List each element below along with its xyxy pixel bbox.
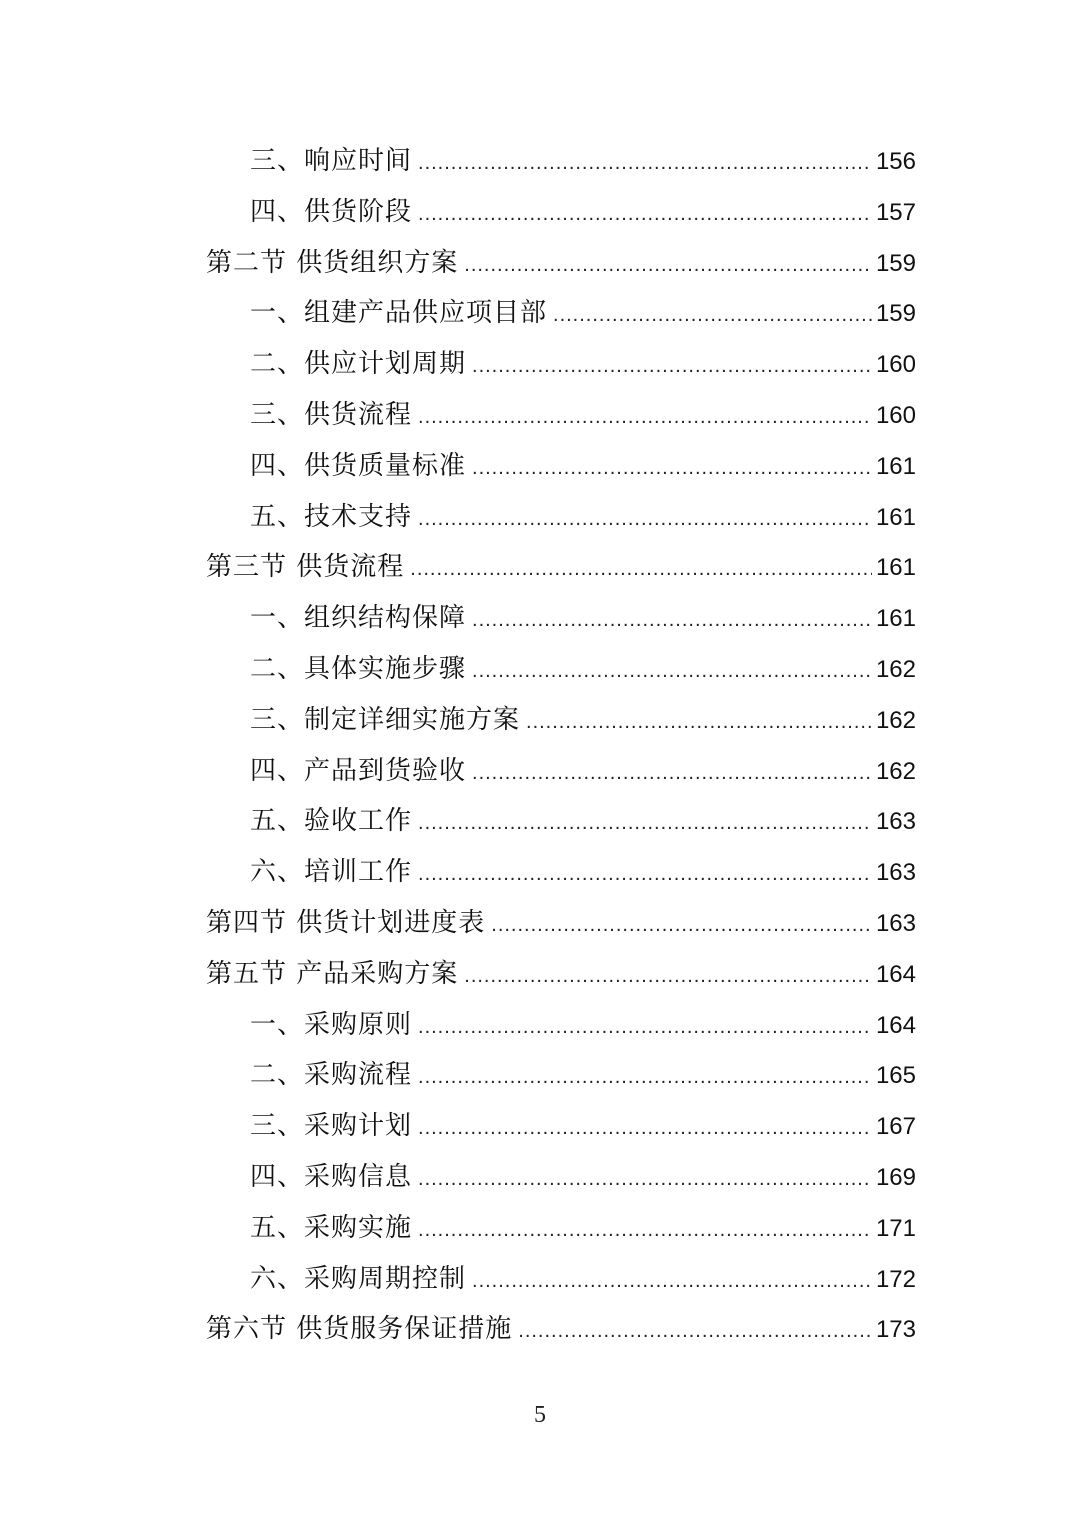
toc-subsection-entry[interactable] bbox=[206, 1101, 916, 1152]
toc-subsection-entry[interactable] bbox=[206, 390, 916, 441]
toc-dot-leader bbox=[553, 290, 872, 341]
toc-subsection-entry[interactable] bbox=[206, 847, 916, 898]
toc-entry-title: 四、采购信息 bbox=[250, 1161, 413, 1192]
toc-entry-page-number: 167 bbox=[875, 1113, 916, 1141]
toc-entry-page-number: 161 bbox=[875, 554, 916, 582]
toc-entry-title: 第二节 供货组织方案 bbox=[206, 247, 459, 278]
toc-subsection-entry[interactable] bbox=[206, 593, 916, 644]
toc-entry-title: 第三节 供货流程 bbox=[206, 552, 405, 583]
toc-subsection-entry[interactable] bbox=[206, 1000, 916, 1051]
toc-entry-page-number: 172 bbox=[875, 1265, 916, 1293]
toc-subsection-entry[interactable] bbox=[206, 441, 916, 492]
toc-subsection-entry[interactable] bbox=[206, 1203, 916, 1254]
toc-entry-title: 二、采购流程 bbox=[250, 1060, 413, 1091]
toc-dot-leader bbox=[526, 697, 872, 748]
toc-dot-leader bbox=[418, 494, 872, 545]
toc-dot-leader bbox=[518, 1306, 872, 1357]
toc-subsection-entry[interactable] bbox=[206, 796, 916, 847]
toc-dot-leader bbox=[472, 443, 872, 494]
toc-subsection-entry[interactable] bbox=[206, 288, 916, 339]
toc-dot-leader bbox=[418, 798, 872, 849]
toc-entry-title: 五、技术支持 bbox=[250, 501, 413, 532]
toc-dot-leader bbox=[418, 1154, 872, 1205]
toc-dot-leader bbox=[418, 1002, 872, 1053]
toc-entry-page-number: 169 bbox=[875, 1163, 916, 1191]
toc-entry-title: 第六节 供货服务保证措施 bbox=[206, 1314, 513, 1345]
toc-section-entry[interactable] bbox=[206, 1304, 916, 1355]
toc-entry-page-number: 163 bbox=[875, 859, 916, 887]
toc-entry-page-number: 156 bbox=[875, 148, 916, 175]
toc-entry-title: 五、验收工作 bbox=[250, 806, 413, 837]
toc-entry-title: 三、响应时间 bbox=[250, 146, 413, 176]
toc-dot-leader bbox=[464, 951, 872, 1002]
toc-dot-leader bbox=[418, 1052, 872, 1103]
toc-entry-title: 一、组建产品供应项目部 bbox=[250, 298, 548, 329]
toc-subsection-entry[interactable] bbox=[206, 1152, 916, 1203]
toc-entry-page-number: 173 bbox=[875, 1316, 916, 1344]
toc-section-entry[interactable] bbox=[206, 238, 916, 289]
toc-dot-leader bbox=[472, 646, 872, 697]
toc-subsection-entry[interactable] bbox=[206, 339, 916, 390]
toc-subsection-entry[interactable] bbox=[206, 1050, 916, 1101]
toc-entry-page-number: 160 bbox=[875, 351, 916, 379]
toc-entry-page-number: 159 bbox=[875, 300, 916, 328]
toc-entry-title: 四、产品到货验收 bbox=[250, 755, 467, 786]
toc-subsection-entry[interactable] bbox=[206, 695, 916, 746]
toc-entry-page-number: 164 bbox=[875, 1011, 916, 1039]
toc-entry-page-number: 162 bbox=[875, 655, 916, 683]
toc-entry-title: 四、供货质量标准 bbox=[250, 450, 467, 481]
toc-dot-leader bbox=[418, 392, 872, 443]
toc-dot-leader bbox=[418, 189, 872, 240]
toc-entry-title: 二、具体实施步骤 bbox=[250, 653, 467, 684]
toc-entry-page-number: 165 bbox=[875, 1062, 916, 1090]
toc-subsection-entry[interactable] bbox=[206, 136, 916, 187]
toc-dot-leader bbox=[410, 544, 872, 595]
toc-entry-page-number: 157 bbox=[875, 198, 916, 226]
toc-entry-page-number: 164 bbox=[875, 960, 916, 988]
toc-entry-title: 第四节 供货计划进度表 bbox=[206, 907, 486, 938]
toc-dot-leader bbox=[418, 1103, 872, 1154]
table-of-contents bbox=[206, 136, 916, 1355]
toc-entry-page-number: 159 bbox=[875, 249, 916, 277]
toc-dot-leader bbox=[418, 138, 872, 189]
toc-entry-title: 第五节 产品采购方案 bbox=[206, 958, 459, 989]
toc-entry-title: 三、供货流程 bbox=[250, 399, 413, 430]
toc-entry-page-number: 161 bbox=[875, 605, 916, 633]
toc-entry-title: 六、采购周期控制 bbox=[250, 1263, 467, 1294]
toc-dot-leader bbox=[464, 240, 872, 291]
toc-dot-leader bbox=[472, 341, 872, 392]
toc-subsection-entry[interactable] bbox=[206, 644, 916, 695]
toc-entry-page-number: 161 bbox=[875, 503, 916, 531]
toc-dot-leader bbox=[418, 1205, 872, 1256]
toc-subsection-entry[interactable] bbox=[206, 1254, 916, 1305]
toc-section-entry[interactable] bbox=[206, 542, 916, 593]
toc-entry-page-number: 163 bbox=[875, 808, 916, 836]
toc-subsection-entry[interactable] bbox=[206, 492, 916, 543]
toc-entry-page-number: 160 bbox=[875, 401, 916, 429]
toc-entry-page-number: 171 bbox=[875, 1214, 916, 1242]
toc-entry-page-number: 163 bbox=[875, 909, 916, 937]
toc-dot-leader bbox=[472, 1256, 872, 1307]
toc-entry-page-number: 161 bbox=[875, 452, 916, 480]
toc-entry-page-number: 162 bbox=[875, 706, 916, 734]
page-number: 5 bbox=[534, 1402, 546, 1428]
toc-subsection-entry[interactable] bbox=[206, 746, 916, 797]
toc-entry-title: 四、供货阶段 bbox=[250, 196, 413, 227]
toc-section-entry[interactable] bbox=[206, 898, 916, 949]
toc-entry-title: 一、组织结构保障 bbox=[250, 603, 467, 634]
toc-entry-page-number: 162 bbox=[875, 757, 916, 785]
toc-dot-leader bbox=[472, 748, 872, 799]
toc-entry-title: 三、采购计划 bbox=[250, 1111, 413, 1142]
toc-subsection-entry[interactable] bbox=[206, 187, 916, 238]
toc-dot-leader bbox=[491, 900, 872, 951]
toc-entry-title: 三、制定详细实施方案 bbox=[250, 704, 521, 735]
toc-entry-title: 五、采购实施 bbox=[250, 1212, 413, 1243]
toc-entry-title: 二、供应计划周期 bbox=[250, 349, 467, 380]
toc-dot-leader bbox=[472, 595, 872, 646]
toc-dot-leader bbox=[418, 849, 872, 900]
toc-entry-title: 六、培训工作 bbox=[250, 857, 413, 888]
toc-section-entry[interactable] bbox=[206, 949, 916, 1000]
toc-entry-title: 一、采购原则 bbox=[250, 1009, 413, 1040]
